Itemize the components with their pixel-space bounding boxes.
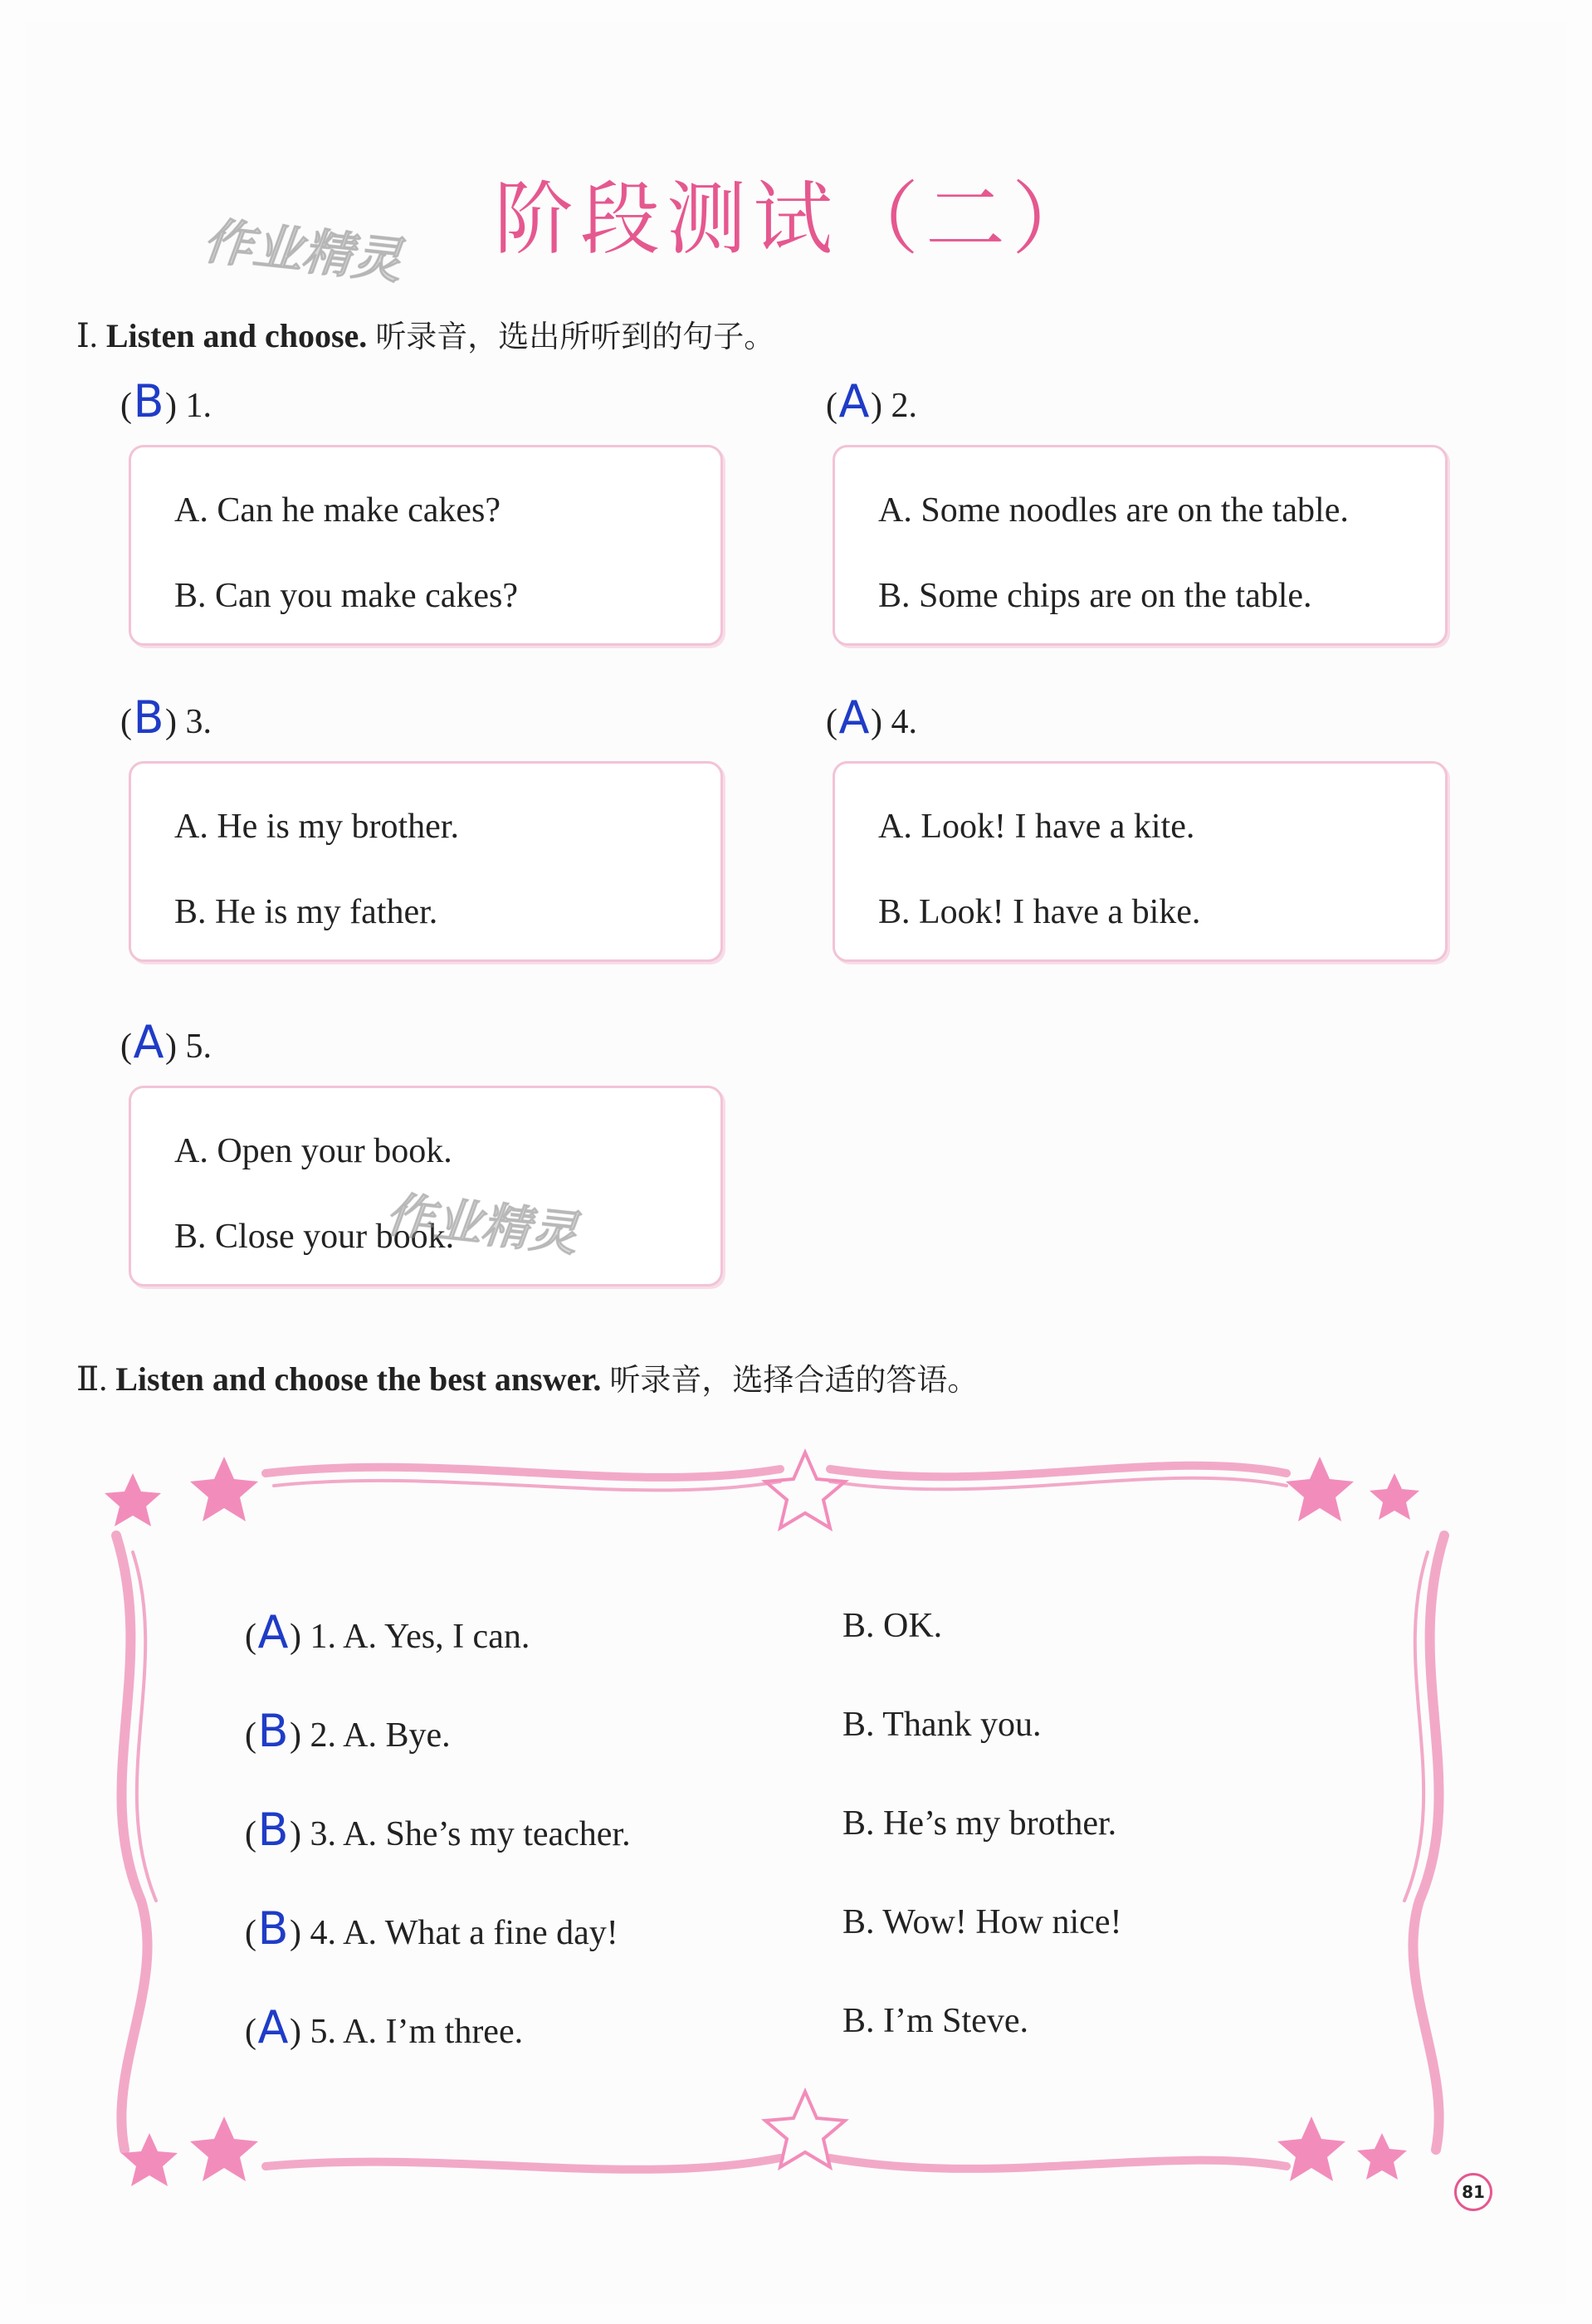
- question-label: (A) 4.: [826, 691, 917, 744]
- answer-mark: B: [257, 1705, 289, 1757]
- option-b: B. He’s my brother.: [842, 1804, 1117, 1843]
- option-a: 4. A. What a fine day!: [310, 1914, 618, 1952]
- option-b: B. Can you make cakes?: [174, 577, 519, 615]
- section-2-instruction-zh: 听录音，选择合适的答语。: [609, 1362, 979, 1398]
- option-a: A. He is my brother.: [174, 808, 459, 846]
- page-number: 81: [1454, 2173, 1492, 2211]
- section-1-instruction-zh: 听录音，选出所听到的句子。: [375, 319, 775, 354]
- option-b: B. Thank you.: [842, 1706, 1042, 1744]
- option-b: B. Close your book.: [174, 1218, 455, 1256]
- answer-mark: A: [838, 375, 870, 427]
- question-number: 5.: [185, 1028, 212, 1066]
- option-b: B. OK.: [842, 1607, 943, 1645]
- option-box: [833, 445, 1448, 646]
- option-b: B. Some chips are on the table.: [878, 577, 1312, 615]
- option-a: 3. A. She’s my teacher.: [310, 1815, 631, 1853]
- option-b: B. I’m Steve.: [842, 2002, 1028, 2040]
- answer-mark: A: [257, 1606, 289, 1658]
- question-number: 4.: [891, 703, 917, 741]
- option-a: A. Look! I have a kite.: [878, 808, 1195, 846]
- option-b: B. He is my father.: [174, 893, 438, 931]
- answer-mark: A: [838, 691, 870, 744]
- answer-row: (A) 1. A. Yes, I can.: [245, 1606, 530, 1658]
- option-box: [129, 761, 723, 962]
- answer-mark: B: [257, 1902, 289, 1955]
- answer-row: (B) 2. A. Bye.: [245, 1705, 451, 1757]
- option-a: 2. A. Bye.: [310, 1716, 451, 1755]
- option-a: 1. A. Yes, I can.: [310, 1618, 530, 1656]
- option-a: 5. A. I’m three.: [310, 2013, 524, 2051]
- option-b: B. Look! I have a bike.: [878, 893, 1201, 931]
- question-label: (A) 5.: [120, 1016, 212, 1068]
- answer-row: (B) 3. A. She’s my teacher.: [245, 1804, 631, 1856]
- watermark: 作业精灵: [200, 212, 405, 291]
- watermark: 作业精灵: [383, 1186, 581, 1262]
- answer-mark: B: [257, 1804, 289, 1856]
- answer-row: (B) 4. A. What a fine day!: [245, 1902, 618, 1955]
- question-number: 3.: [185, 703, 212, 741]
- section-2-heading: [76, 1355, 978, 1399]
- section-1-numeral: Ⅰ.: [76, 317, 98, 354]
- answer-mark: B: [133, 375, 164, 427]
- section-2-numeral: Ⅱ.: [76, 1360, 108, 1398]
- option-box: [129, 445, 723, 646]
- page-title: 阶段测试（二）: [494, 173, 1098, 266]
- answer-mark: A: [133, 1016, 164, 1068]
- option-b: B. Wow! How nice!: [842, 1903, 1122, 1941]
- answer-mark: B: [133, 691, 164, 744]
- question-number: 1.: [185, 387, 212, 425]
- question-number: 2.: [891, 387, 917, 425]
- option-a: A. Open your book.: [174, 1132, 452, 1170]
- answer-mark: A: [257, 2001, 289, 2053]
- option-a: A. Can he make cakes?: [174, 491, 501, 530]
- answer-row: (A) 5. A. I’m three.: [245, 2001, 524, 2053]
- question-label: (A) 2.: [826, 375, 917, 427]
- section-1-instruction-en: Listen and choose.: [105, 317, 368, 354]
- option-a: A. Some noodles are on the table.: [878, 491, 1349, 530]
- section-2-instruction-en: Listen and choose the best answer.: [115, 1360, 602, 1398]
- option-box: [833, 761, 1448, 962]
- question-label: (B) 1.: [120, 375, 212, 427]
- section-1-heading: [76, 311, 774, 356]
- question-label: (B) 3.: [120, 691, 212, 744]
